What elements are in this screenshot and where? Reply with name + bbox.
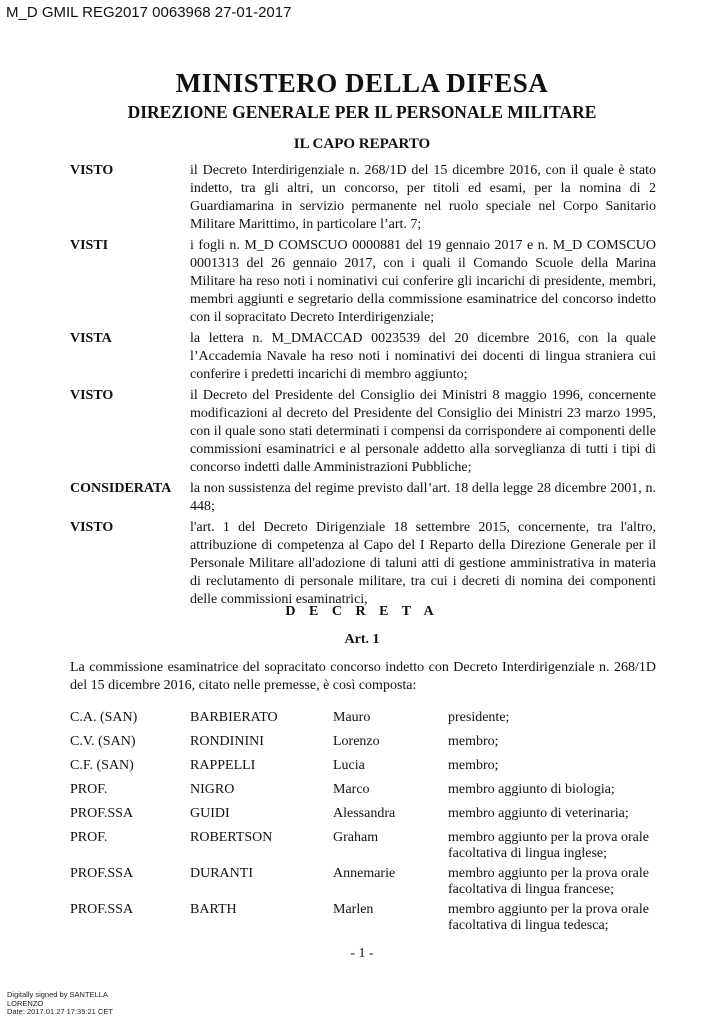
recital-item	[70, 162, 656, 234]
member-surname: NIGRO	[190, 782, 235, 797]
member-surname: ROBERTSON	[190, 830, 273, 845]
recital-label: VISTA	[70, 331, 112, 346]
member-rank: PROF.	[70, 782, 108, 797]
member-row	[70, 902, 656, 934]
ministry-title: MINISTERO DELLA DIFESA	[175, 68, 549, 98]
commission-members-list	[70, 710, 656, 938]
recital-label: VISTO	[70, 163, 114, 178]
member-surname: BARBIERATO	[190, 710, 278, 725]
recital-text: l'art. 1 del Decreto Dirigenziale 18 settembre 2015, concernente, tra l'altro, attribuzione di competenza al Capo del I Reparto della Direzione Generale per il Personale Militare all'adozione di taluni atti di gestione amministrativa in materia di reclutamento di personale militare, tra cui i decreti di nomina dei componenti delle commissioni esaminatrici,	[190, 520, 656, 607]
member-row	[70, 710, 656, 726]
direzione-subtitle: DIREZIONE GENERALE PER IL PERSONALE MILITARE	[127, 102, 597, 122]
digital-signature-stamp	[7, 991, 113, 1017]
member-role: presidente;	[448, 710, 510, 725]
member-name: Mauro	[333, 710, 371, 725]
member-rank: PROF.SSA	[70, 902, 134, 917]
member-role: membro;	[448, 758, 499, 773]
member-role: membro aggiunto di veterinaria;	[448, 806, 629, 821]
member-name: Lucia	[333, 758, 365, 773]
member-row	[70, 782, 656, 798]
member-rank: PROF.	[70, 830, 108, 845]
decreta-heading: D E C R E T A	[285, 604, 439, 619]
recital-label: VISTO	[70, 520, 114, 535]
recital-item	[70, 519, 656, 609]
member-rank: PROF.SSA	[70, 806, 134, 821]
member-row	[70, 866, 656, 898]
member-surname: DURANTI	[190, 866, 253, 881]
member-row	[70, 758, 656, 774]
member-surname: GUIDI	[190, 806, 230, 821]
recital-item	[70, 387, 656, 477]
recital-label: VISTI	[70, 238, 109, 253]
member-role: membro aggiunto per la prova orale facoltativa di lingua tedesca;	[448, 902, 649, 933]
member-rank: PROF.SSA	[70, 866, 134, 881]
member-surname: RONDININI	[190, 734, 264, 749]
recital-text: i fogli n. M_D COMSCUO 0000881 del 19 gennaio 2017 e n. M_D COMSCUO 0001313 del 26 gennaio 2017, con i quali il Comando Scuole della Marina Militare ha reso noti i nominativi cui conferire gli incarichi di presidente, membri, membri aggiunti e segretario della commissione esaminatrice del concorso indetto con il sopracitato Decreto Interdirigenziale;	[190, 238, 656, 325]
member-name: Lorenzo	[333, 734, 380, 749]
recital-text: la non sussistenza del regime previsto dall’art. 18 della legge 28 dicembre 2001, n. 448;	[190, 481, 656, 514]
capo-reparto-heading: IL CAPO REPARTO	[293, 136, 431, 152]
member-name: Marlen	[333, 902, 374, 917]
member-rank: C.F. (SAN)	[70, 758, 134, 773]
recital-text: il Decreto del Presidente del Consiglio dei Ministri 8 maggio 1996, concernente modificazioni al decreto del Presidente del Consiglio dei Ministri 23 marzo 1995, con il quale sono stati determinati i compensi da corrispondere ai componenti delle commissioni esaminatrici e al personale addetto alla sorveglianza di tutti i tipi di concorso indetti dalle Amministrazioni Pubbliche;	[190, 388, 656, 475]
member-rank: C.V. (SAN)	[70, 734, 136, 749]
recital-label: CONSIDERATA	[70, 481, 172, 496]
member-name: Annemarie	[333, 866, 396, 881]
article-intro: La commissione esaminatrice del sopracitato concorso indetto con Decreto Interdirigenziale n. 268/1D del 15 dicembre 2016, citato nelle premesse, è così composta:	[70, 660, 656, 693]
member-name: Alessandra	[333, 806, 396, 821]
recital-text: la lettera n. M_DMACCAD 0023539 del 20 dicembre 2016, con la quale l’Accademia Navale ha reso noti i nominativi dei docenti di lingua straniera cui conferire i predetti incarichi di membro aggiunto;	[190, 331, 656, 382]
member-row	[70, 734, 656, 750]
recital-item	[70, 480, 656, 516]
recital-item	[70, 237, 656, 327]
member-name: Marco	[333, 782, 370, 797]
recital-label: VISTO	[70, 388, 114, 403]
signature-date: Date: 2017.01.27 17:35:21 CET	[7, 1007, 113, 1016]
protocol-number: M_D GMIL REG2017 0063968 27-01-2017	[6, 4, 292, 21]
member-role: membro aggiunto di biologia;	[448, 782, 615, 797]
recitals-section	[70, 162, 656, 612]
member-surname: RAPPELLI	[190, 758, 256, 773]
member-row	[70, 830, 656, 862]
recital-item	[70, 330, 656, 384]
signature-line: Digitally signed by SANTELLA	[7, 990, 108, 999]
member-rank: C.A. (SAN)	[70, 710, 138, 725]
recital-text: il Decreto Interdirigenziale n. 268/1D del 15 dicembre 2016, con il quale è stato indetto, tra gli altri, un concorso, per titoli ed esami, per la nomina di 2 Guardiamarina in servizio permanente nel ruolo speciale nel Corpo Sanitario Militare Marittimo, in particolare l’art. 7;	[190, 163, 656, 232]
member-name: Graham	[333, 830, 379, 845]
member-role: membro;	[448, 734, 499, 749]
page-number: - 1 -	[350, 946, 374, 961]
signature-line: LORENZO	[7, 998, 44, 1008]
member-role: membro aggiunto per la prova orale facoltativa di lingua francese;	[448, 866, 649, 897]
member-row	[70, 806, 656, 822]
article-heading: Art. 1	[344, 632, 380, 647]
member-role: membro aggiunto per la prova orale facoltativa di lingua inglese;	[448, 830, 649, 861]
member-surname: BARTH	[190, 902, 237, 917]
